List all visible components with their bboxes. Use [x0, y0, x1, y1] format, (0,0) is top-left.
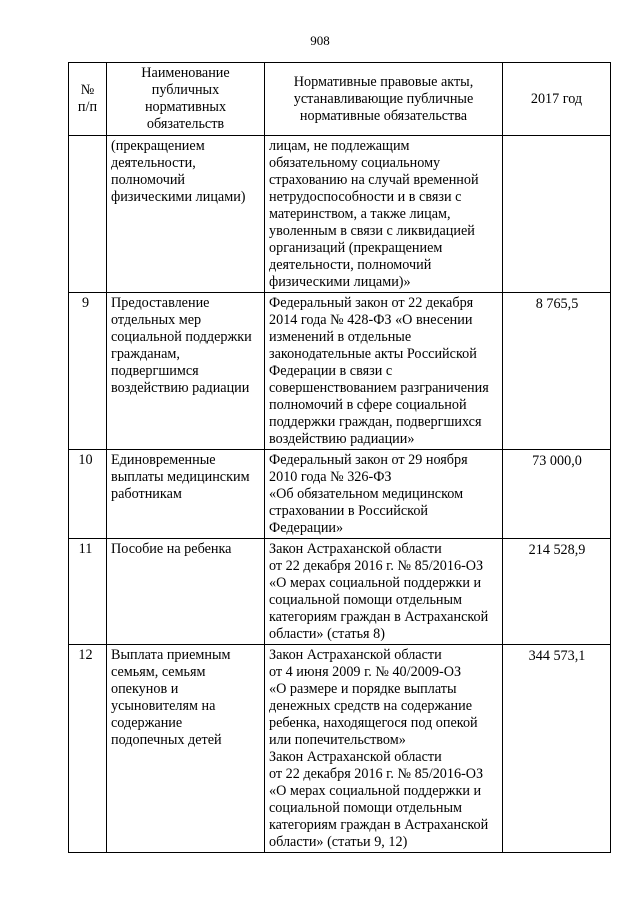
legal-acts: Федеральный закон от 29 ноября 2010 года № 326-ФЗ «Об обязательном медицинском страховании в Российской Федерации»	[265, 450, 503, 539]
obligation-name: (прекращением деятельности, полномочий физическими лицами)	[107, 136, 265, 293]
table-header-row	[69, 63, 611, 136]
row-number: 12	[69, 645, 107, 853]
legal-acts: Закон Астраханской области от 4 июня 2009 г. № 40/2009-ОЗ «О размере и порядке выплаты денежных средств на содержание ребенка, находящегося под опекой или попечительством» Закон Астраханской области от 22 декабря 2016 г. № 85/2016-ОЗ «О мерах социальной поддержки и социальной помощи отдельным категориям граждан в Астраханской области» (статьи 9, 12)	[265, 645, 503, 853]
amount-2017	[503, 136, 611, 293]
legal-acts: Закон Астраханской области от 22 декабря 2016 г. № 85/2016-ОЗ «О мерах социальной поддержки и социальной помощи отдельным категориям граждан в Астраханской области» (статья 8)	[265, 539, 503, 645]
obligation-name: Предоставление отдельных мер социальной поддержки гражданам, подвергшимся воздействию радиации	[107, 293, 265, 450]
page-number: 908	[310, 33, 330, 48]
obligation-name: Единовременные выплаты медицинским работникам	[107, 450, 265, 539]
amount-2017: 8 765,5	[503, 293, 611, 450]
table-row	[69, 450, 611, 539]
table-row	[69, 136, 611, 293]
obligation-name: Выплата приемным семьям, семьям опекунов и усыновителям на содержание подопечных детей	[107, 645, 265, 853]
table-row	[69, 645, 611, 853]
header-year-2017: 2017 год	[503, 63, 611, 136]
header-number: № п/п	[69, 63, 107, 136]
row-number: 10	[69, 450, 107, 539]
table-row	[69, 539, 611, 645]
amount-2017: 214 528,9	[503, 539, 611, 645]
amount-2017: 344 573,1	[503, 645, 611, 853]
header-legal-acts: Нормативные правовые акты, устанавливающие публичные нормативные обязательства	[265, 63, 503, 136]
row-number: 9	[69, 293, 107, 450]
header-obligation-name: Наименование публичных нормативных обязательств	[107, 63, 265, 136]
row-number	[69, 136, 107, 293]
row-number: 11	[69, 539, 107, 645]
obligations-table	[68, 62, 611, 853]
legal-acts: лицам, не подлежащим обязательному социальному страхованию на случай временной нетрудоспособности и в связи с материнством, а также лицам, уволенным в связи с ликвидацией организаций (прекращением деятельности, полномочий физическими лицами)»	[265, 136, 503, 293]
table-row	[69, 293, 611, 450]
legal-acts: Федеральный закон от 22 декабря 2014 года № 428-ФЗ «О внесении изменений в отдельные законодательные акты Российской Федерации в связи с совершенствованием разграничения полномочий в сфере социальной поддержки граждан, подвергшихся воздействию радиации»	[265, 293, 503, 450]
amount-2017: 73 000,0	[503, 450, 611, 539]
obligation-name: Пособие на ребенка	[107, 539, 265, 645]
